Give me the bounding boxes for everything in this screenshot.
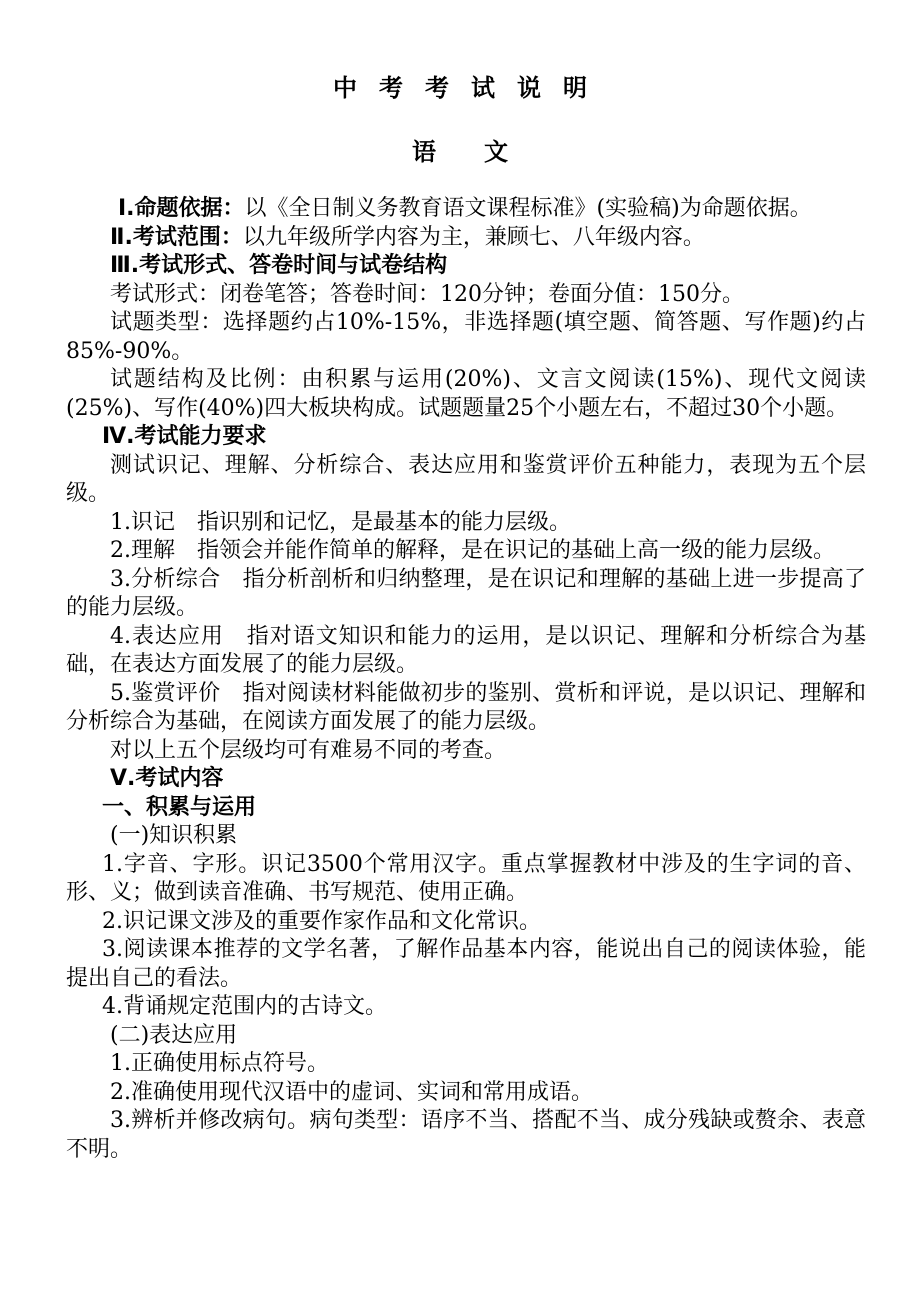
section-2-text: 以九年级所学内容为主，兼顾七、八年级内容。: [242, 224, 705, 250]
structure-ratio-paragraph: 试题结构及比例：由积累与运用(20%)、文言文阅读(15%)、现代文阅读(25%)、写作(40%)四大板块构成。试题题量25个小题左右，不超过30个小题。: [66, 367, 866, 421]
section-1-paragraph: [66, 195, 866, 224]
section-1-text: 以《全日制义务教育语文课程标准》(实验稿)为命题依据。: [244, 196, 812, 221]
ability-level-3: 3.分析综合 指分析剖析和归纳整理，是在识记和理解的基础上进一步提高了的能力层级。: [66, 566, 866, 620]
knowledge-item-3: 3.阅读课本推荐的文学名著，了解作品基本内容，能说出自己的阅读体验，能提出自己的看法。: [66, 937, 866, 991]
document-body: [66, 195, 866, 1164]
exam-format-paragraph: 考试形式：闭卷笔答；答卷时间：120分钟；卷面分值：150分。: [110, 281, 744, 307]
document-subtitle: 语文: [412, 138, 556, 166]
section-2-heading: Ⅱ.考试范围：: [110, 224, 243, 250]
section-5-heading: Ⅴ.考试内容: [110, 766, 224, 791]
knowledge-item-4: 4.背诵规定范围内的古诗文。: [102, 994, 387, 1019]
ability-closing-paragraph: 对以上五个层级均可有难易不同的考查。: [110, 737, 507, 763]
knowledge-item-1: 1.字音、字形。识记3500个常用汉字。重点掌握教材中涉及的生字词的音、形、义；做到读音准确、书写规范、使用正确。: [66, 851, 866, 905]
question-type-paragraph: 试题类型：选择题约占10%-15%，非选择题(填空题、简答题、写作题)约占85%-90%。: [66, 310, 866, 364]
section-4-heading: Ⅳ.考试能力要求: [102, 424, 267, 449]
expression-item-1: 1.正确使用标点符号。: [110, 1051, 329, 1076]
ability-level-2: 2.理解 指领会并能作简单的解释，是在识记的基础上高一级的能力层级。: [110, 538, 835, 563]
section-3-heading: Ⅲ.考试形式、答卷时间与试卷结构: [110, 253, 448, 278]
knowledge-heading: (一)知识积累: [110, 823, 238, 848]
section-1-heading: Ⅰ.命题依据：: [118, 196, 245, 221]
section-2-paragraph: [66, 224, 866, 253]
expression-item-3: 3.辨析并修改病句。病句类型：语序不当、搭配不当、成分残缺或赘余、表意不明。: [66, 1108, 866, 1162]
document-title: 中考考试说明: [333, 74, 609, 102]
knowledge-item-2: 2.识记课文涉及的重要作家作品和文化常识。: [102, 908, 541, 934]
ability-intro-paragraph: 测试识记、理解、分析综合、表达应用和鉴赏评价五种能力，表现为五个层级。: [66, 452, 866, 506]
expression-item-2: 2.准确使用现代汉语中的虚词、实词和常用成语。: [110, 1079, 593, 1105]
ability-level-1: 1.识记 指识别和记忆，是最基本的能力层级。: [110, 509, 571, 535]
subsection-accumulation-heading: 一、积累与运用: [102, 794, 257, 820]
ability-level-5: 5.鉴赏评价 指对阅读材料能做初步的鉴别、赏析和评说，是以识记、理解和分析综合为基础，在阅读方面发展了的能力层级。: [66, 680, 866, 734]
ability-level-4: 4.表达应用 指对语文知识和能力的运用，是以识记、理解和分析综合为基础，在表达方面发展了的能力层级。: [66, 623, 866, 677]
expression-heading: (二)表达应用: [110, 1022, 238, 1048]
